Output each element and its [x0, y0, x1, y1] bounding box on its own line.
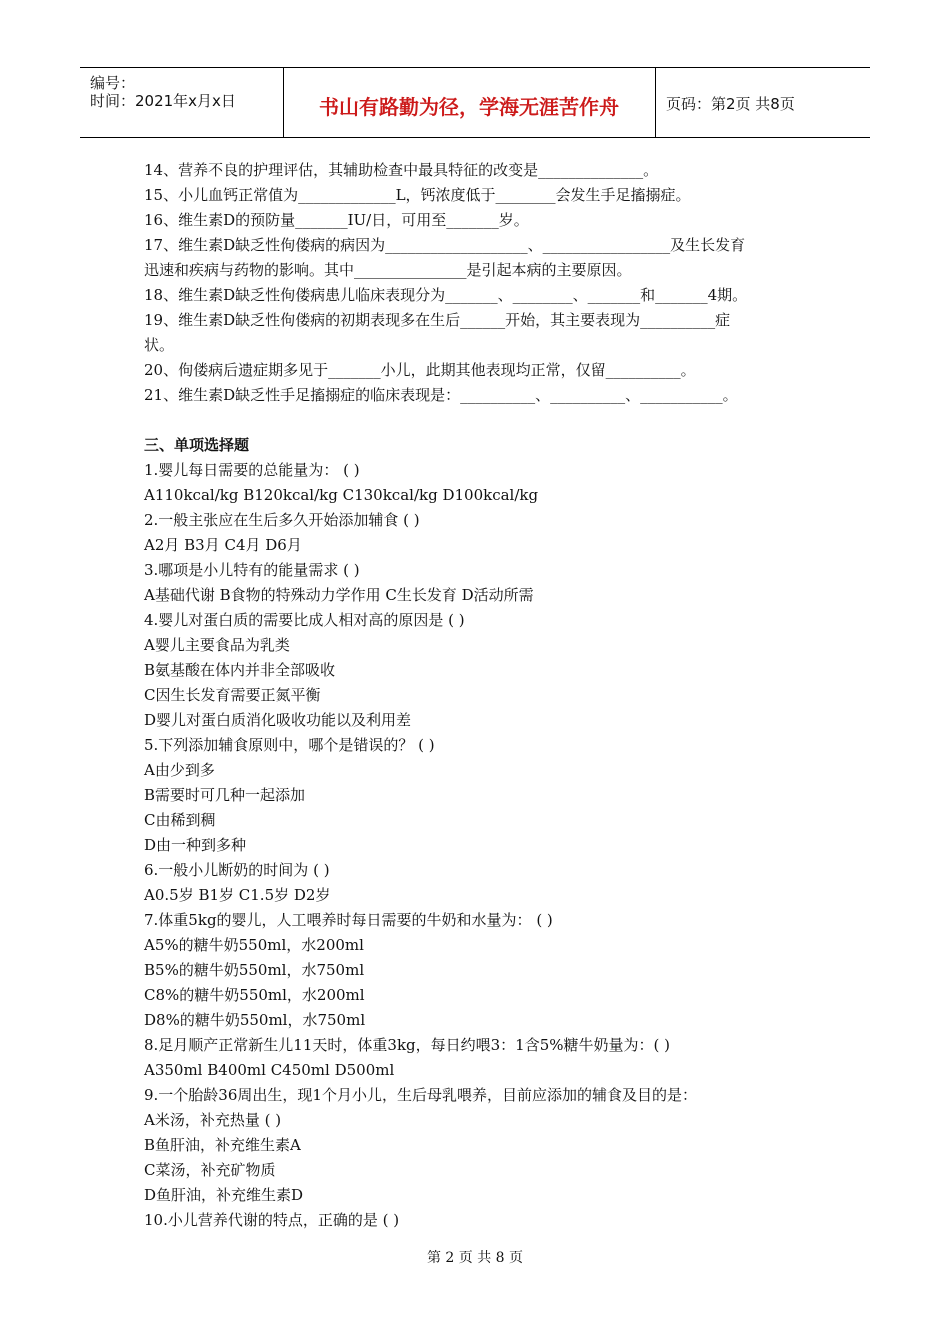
text-line: 2.一般主张应在生后多久开始添加辅食 ( ) — [144, 511, 420, 529]
text-line: 7.体重5kg的婴儿，人工喂养时每日需要的牛奶和水量为： ( ) — [144, 911, 553, 929]
text-line: A350ml B400ml C450ml D500ml — [144, 1061, 395, 1079]
text-line: 状。 — [144, 336, 175, 354]
text-line: B氨基酸在体内并非全部吸收 — [144, 661, 336, 679]
text-line: 16、维生素D的预防量_______IU/日，可用至_______岁。 — [144, 211, 529, 229]
text-line: 21、维生素D缺乏性手足搐搦症的临床表现是：__________、__________、___________。 — [144, 386, 738, 404]
text-line: D由一种到多种 — [144, 836, 247, 854]
text-line: 1.婴儿每日需要的总能量为： ( ) — [144, 461, 360, 479]
text-line: C8%的糖牛奶550ml，水200ml — [144, 986, 365, 1004]
text-line: C菜汤，补充矿物质 — [144, 1161, 276, 1179]
document-number-label: 编号： — [90, 74, 136, 92]
header-page-cell — [656, 68, 870, 137]
text-line: 17、维生素D缺乏性佝偻病的病因为___________________、_________________及生长发育 — [144, 236, 746, 254]
text-line: 9.一个胎龄36周出生，现1个月小儿，生后母乳喂养，目前应添加的辅食及目的是： — [144, 1086, 697, 1104]
spacer — [144, 408, 834, 433]
text-line: 5.下列添加辅食原则中，哪个是错误的？ ( ) — [144, 736, 435, 754]
text-line: B需要时可几种一起添加 — [144, 786, 306, 804]
text-line: 4.婴儿对蛋白质的需要比成人相对高的原因是 ( ) — [144, 611, 465, 629]
text-line: A由少到多 — [144, 761, 215, 779]
text-line: D婴儿对蛋白质消化吸收功能以及利用差 — [144, 711, 412, 729]
header-motto-cell — [283, 68, 656, 137]
text-line: A米汤，补充热量 ( ) — [144, 1111, 282, 1129]
header-motto: 书山有路勤为径，学海无涯苦作舟 — [319, 95, 619, 119]
page-header — [80, 67, 870, 138]
text-line: C由稀到稠 — [144, 811, 216, 829]
text-line: A110kcal/kg B120kcal/kg C130kcal/kg D100kcal/kg — [144, 486, 539, 504]
header-page-number: 页码：第2页 共8页 — [666, 95, 795, 113]
text-line: A0.5岁 B1岁 C1.5岁 D2岁 — [144, 886, 331, 904]
page-footer: 第 2 页 共 8 页 — [426, 1250, 524, 1266]
header-info-cell — [80, 68, 284, 137]
text-line: 20、佝偻病后遗症期多见于_______小儿，此期其他表现均正常，仅留__________。 — [144, 361, 696, 379]
text-line: 6.一般小儿断奶的时间为 ( ) — [144, 861, 330, 879]
text-line: A5%的糖牛奶550ml，水200ml — [144, 936, 364, 954]
text-line: 18、维生素D缺乏性佝偻病患儿临床表现分为_______、________、_______和_______4期。 — [144, 286, 748, 304]
text-line: 15、小儿血钙正常值为_____________L，钙浓度低于________会发生手足搐搦症。 — [144, 186, 691, 204]
text-line: 14、营养不良的护理评估，其辅助检查中最具特征的改变是______________。 — [144, 161, 659, 179]
text-line: D8%的糖牛奶550ml，水750ml — [144, 1011, 366, 1029]
text-line: 迅速和疾病与药物的影响。其中_______________是引起本病的主要原因。 — [144, 261, 632, 279]
text-line: B鱼肝油，补充维生素A — [144, 1136, 301, 1154]
text-line: D鱼肝油，补充维生素D — [144, 1186, 304, 1204]
text-line: 10.小儿营养代谢的特点，正确的是 ( ) — [144, 1211, 400, 1229]
text-line: 3.哪项是小儿特有的能量需求 ( ) — [144, 561, 360, 579]
document-date-label: 时间：2021年x月x日 — [90, 92, 236, 110]
text-line: 19、维生素D缺乏性佝偻病的初期表现多在生后______开始，其主要表现为__________症 — [144, 311, 731, 329]
text-line: A基础代谢 B食物的特殊动力学作用 C生长发育 D活动所需 — [144, 586, 534, 604]
text-line: A2月 B3月 C4月 D6月 — [144, 536, 302, 554]
section-heading: 三、单项选择题 — [144, 436, 250, 454]
text-line: A婴儿主要食品为乳类 — [144, 636, 290, 654]
text-line: C因生长发育需要正氮平衡 — [144, 686, 321, 704]
text-line: 8.足月顺产正常新生儿11天时，体重3kg，每日约喂3：1含5%糖牛奶量为：( ) — [144, 1036, 670, 1054]
document-body — [144, 158, 834, 1233]
text-line: B5%的糖牛奶550ml，水750ml — [144, 961, 365, 979]
